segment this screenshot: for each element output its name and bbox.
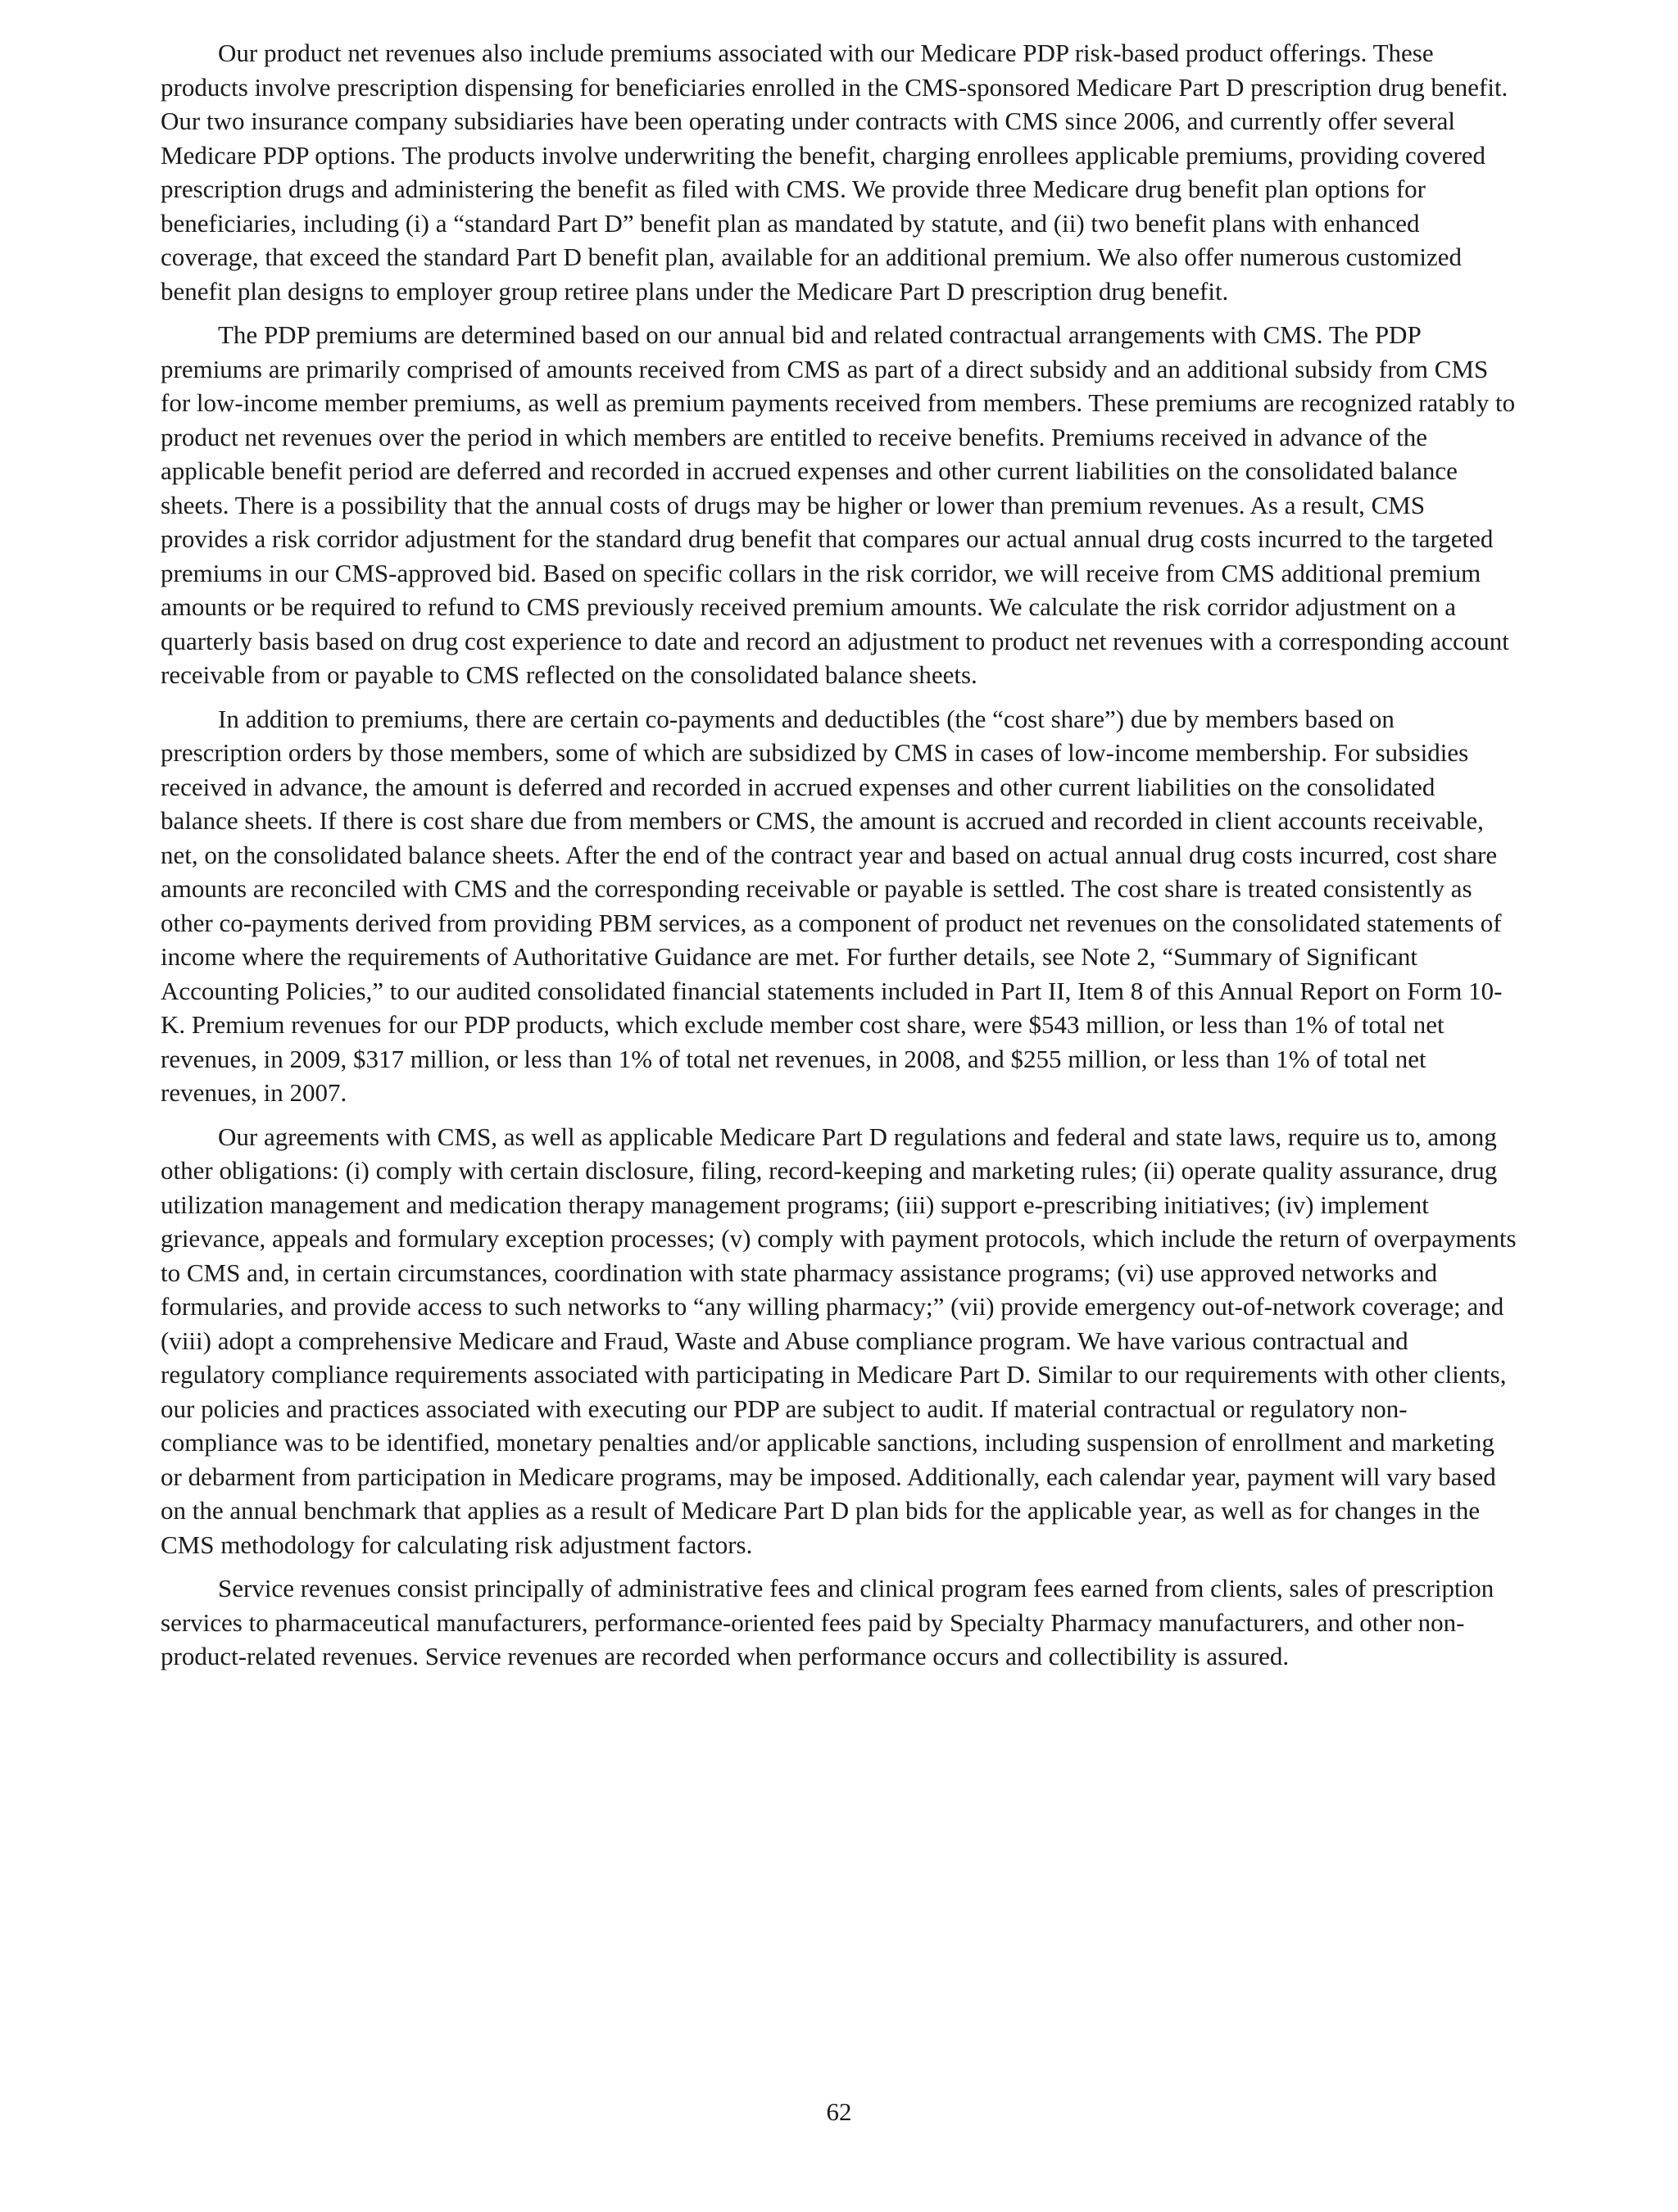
paragraph-pdp-premium-determination: The PDP premiums are determined based on our annual bid and related contractual arrangements with CMS. The PDP premiums are primarily comprised of amounts received from CMS as part of a direct subsidy and an additional subsidy from CMS for low-income member premiums, as well as premium payments received from members. These premiums are recognized ratably to product net revenues over the period in which members are entitled to receive benefits. Premiums received in advance of the applicable benefit period are deferred and recorded in accrued expenses and other current liabilities on the consolidated balance sheets. There is a possibility that the annual costs of drugs may be higher or lower than premium revenues. As a result, CMS provides a risk corridor adjustment for the standard drug benefit that compares our actual annual drug costs incurred to the targeted premiums in our CMS-approved bid. Based on specific collars in the risk corridor, we will receive from CMS additional premium amounts or be required to refund to CMS previously received premium amounts. We calculate the risk corridor adjustment on a quarterly basis based on drug cost experience to date and record an adjustment to product net revenues with a corresponding account receivable from or payable to CMS reflected on the consolidated balance sheets. [161,320,1516,689]
paragraph-cost-share: In addition to premiums, there are certain co-payments and deductibles (the “cost share”) due by members based on prescription orders by those members, some of which are subsidized by CMS in cases of low-income membership. For subsidies received in advance, the amount is deferred and recorded in accrued expenses and other current liabilities on the consolidated balance sheets. If there is cost share due from members or CMS, the amount is accrued and recorded in client accounts receivable, net, on the consolidated balance sheets. After the end of the contract year and based on actual annual drug costs incurred, cost share amounts are reconciled with CMS and the corresponding receivable or payable is settled. The cost share is treated consistently as other co-payments derived from providing PBM services, as a component of product net revenues on the consolidated statements of income where the requirements of Authoritative Guidance are met. For further details, see Note 2, “Summary of Significant Accounting Policies,” to our audited consolidated financial statements included in Part II, Item 8 of this Annual Report on Form 10-K. Premium revenues for our PDP products, which exclude member cost share, were $543 million, or less than 1% of total net revenues, in 2009, $317 million, or less than 1% of total net revenues, in 2008, and $255 million, or less than 1% of total net revenues, in 2007. [161,704,1503,1107]
paragraph-cms-agreements: Our agreements with CMS, as well as applicable Medicare Part D regulations and federal and state laws, require us to, among other obligations: (i) comply with certain disclosure, filing, record-keeping and marketing rules; (ii) operate quality assurance, drug utilization management and medication therapy management programs; (iii) support e-prescribing initiatives; (iv) implement grievance, appeals and formulary exception processes; (v) comply with payment protocols, which include the return of overpayments to CMS and, in certain circumstances, coordination with state pharmacy assistance programs; (vi) use approved networks and formularies, and provide access to such networks to “any willing pharmacy;” (vii) provide emergency out-of-network coverage; and (viii) adopt a comprehensive Medicare and Fraud, Waste and Abuse compliance program. We have various contractual and regulatory compliance requirements associated with participating in Medicare Part D. Similar to our requirements with other clients, our policies and practices associated with executing our PDP are subject to audit. If material contractual or regulatory non-compliance was to be identified, monetary penalties and/or applicable sanctions, including suspension of enrollment and marketing or debarment from participation in Medicare programs, may be imposed. Additionally, each calendar year, payment will vary based on the annual benchmark that applies as a result of Medicare Part D plan bids for the applicable year, as well as for changes in the CMS methodology for calculating risk adjustment factors. [161,1122,1517,1559]
body-text [161,36,1517,1684]
page-number: 62 [826,2097,852,2126]
paragraph-service-revenues: Service revenues consist principally of administrative fees and clinical program fees earned from clients, sales of prescription services to pharmaceutical manufacturers, performance-oriented fees paid by Specialty Pharmacy manufacturers, and other non-product-related revenues. Service revenues are recorded when performance occurs and collectibility is assured. [161,1574,1494,1670]
paragraph-medicare-pdp-premiums: Our product net revenues also include premiums associated with our Medicare PDP risk-based product offerings. These products involve prescription dispensing for beneficiaries enrolled in the CMS-sponsored Medicare Part D prescription drug benefit. Our two insurance company subsidiaries have been operating under contracts with CMS since 2006, and currently offer several Medicare PDP options. The products involve underwriting the benefit, charging enrollees applicable premiums, providing covered prescription drugs and administering the benefit as filed with CMS. We provide three Medicare drug benefit plan options for beneficiaries, including (i) a “standard Part D” benefit plan as mandated by statute, and (ii) two benefit plans with enhanced coverage, that exceed the standard Part D benefit plan, available for an additional premium. We also offer numerous customized benefit plan designs to employer group retiree plans under the Medicare Part D prescription drug benefit. [161,39,1508,306]
